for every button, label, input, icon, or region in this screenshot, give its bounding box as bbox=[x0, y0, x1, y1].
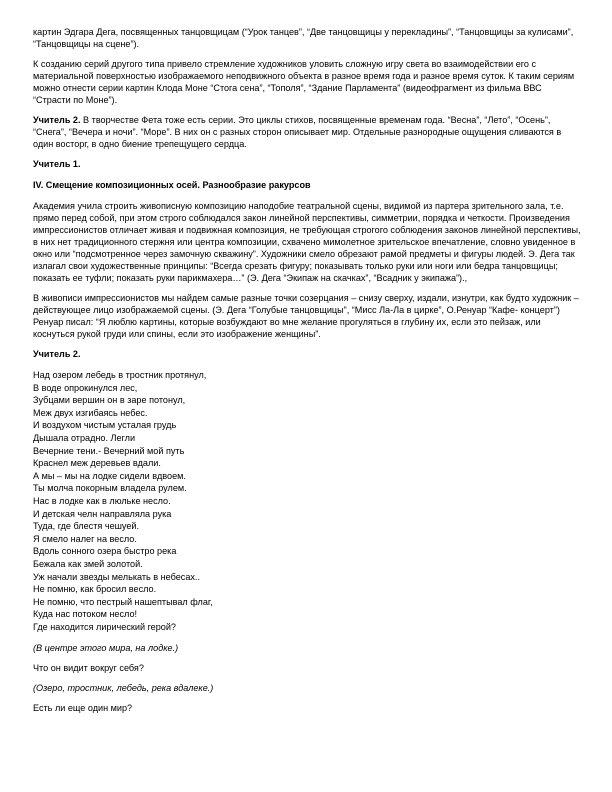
poem-line: Зубцами вершин он в заре потонул, bbox=[33, 395, 186, 406]
question-3: Есть ли еще один мир? bbox=[33, 703, 133, 714]
paragraph-viewpoints: В живописи импрессионистов мы найдем самые разные точки созерцания – снизу сверху, издали, изнутри, как будто художник – действующее лицо изображаемой сцены. (Э. Дега “Голубые танцовщицы”, “Мисс Ла-Ла в цирке”, О.Ренуар “Кафе- концерт”) Ренуар писал: “Я люблю картины, которые возбуждают во мне желание прогуляться в глубину их, если это пейзаж, или коснуться рукой груди или спины, если это изображение женщины”. bbox=[33, 293, 579, 339]
speaker-teacher-2: Учитель 2. bbox=[33, 349, 81, 359]
poem-line: И воздухом чистым усталая грудь bbox=[33, 420, 177, 431]
paragraph-fet-series bbox=[33, 114, 581, 150]
poem-line: Краснел меж деревьев вдали. bbox=[33, 458, 161, 469]
document-page bbox=[33, 26, 581, 722]
poem-line: Бежала как змей золотой. bbox=[33, 558, 143, 569]
paragraph-academy-composition: Академия учила строить живописную композицию наподобие театральной сцены, видимой из партера зрительного зала, т.е. прямо перед собой, при этом строго соблюдался закон линейной перспективы, симметрии, порядка и четкости. Произведения импрессионистов отличает живая и подвижная композиция, не требующая строгого соблюдения законов линейной перспективы, в них нет традиционного стержня или центра композиции, схвачено мимолетное зрительское впечатление, словно увиденное в окно или “подсмотренное через замочную скважину”. Художники смело обрезают рамой предметы и фигуры людей. Э. Дега так излагал свои художественные принципы: “Всегда срезать фигуру; показывать только руки или ноги или бедра танцовщицы; показать ее туфли; показать руки парикмахера…” (Э. Дега “Экипаж на скачках”, “Всадник у экипажа”)., bbox=[33, 201, 581, 283]
poem-line: Дышала отрадно. Легли bbox=[33, 432, 136, 443]
answer-1: (В центре этого мира, на лодке.) bbox=[33, 643, 179, 654]
section-heading: IV. Смещение композиционных осей. Разнообразие ракурсов bbox=[33, 180, 311, 190]
paragraph-monet-series: К созданию серий другого типа привело стремление художников уловить сложную игру света во взаимодействии его с материальной поверхностью изображаемого неподвижного объекта в разное время года и разное время суток. К таким сериям можно отнести серии картин Клода Моне “Стога сена”, “Тополя”, “Здание Парламента” (видеофрагмент из фильма ВВС “Страсти по Моне”). bbox=[33, 59, 575, 105]
poem-line: Туда, где блестя чешуей. bbox=[33, 521, 140, 532]
poem-line: Не помню, как бросил весло. bbox=[33, 584, 157, 595]
paragraph-degas-series: картин Эдгара Дега, посвященных танцовщицам (“Урок танцев”, “Две танцовщицы у перекладины”, “Танцовщицы за кулисами”, “Танцовщицы на сцене”). bbox=[33, 27, 574, 49]
speaker-label: Учитель 2. bbox=[33, 115, 81, 125]
poem-line: Куда нас потоком несло! bbox=[33, 609, 138, 620]
poem-line: Ты молча покорным владела рулем. bbox=[33, 483, 187, 494]
poem-line: Уж начали звезды мелькать в небесах.. bbox=[33, 571, 200, 582]
poem-line: Над озером лебедь в тростник протянул, bbox=[33, 370, 207, 380]
poem-line: Вечерние тени.- Вечерний мой путь bbox=[33, 445, 185, 456]
poem bbox=[33, 369, 581, 633]
speaker-teacher-1: Учитель 1. bbox=[33, 159, 81, 169]
poem-line: Не помню, что пестрый нашептывал флаг, bbox=[33, 596, 213, 607]
poem-line: И детская челн направляла рука bbox=[33, 508, 172, 519]
poem-line: В воде опрокинулся лес, bbox=[33, 382, 138, 393]
poem-line: Меж двух изгибаясь небес. bbox=[33, 407, 148, 418]
poem-line: Я смело налег на весло. bbox=[33, 533, 137, 544]
poem-line: А мы – мы на лодке сидели вдвоем. bbox=[33, 470, 186, 481]
question-2: Что он видит вокруг себя? bbox=[33, 663, 144, 674]
poem-line: Вдоль сонного озера быстро река bbox=[33, 546, 177, 557]
answer-2: (Озеро, тростник, лебедь, река вдалеке.) bbox=[33, 683, 214, 694]
paragraph-text: В творчестве Фета тоже есть серии. Это циклы стихов, посвященные временам года. “Весна”, “Лето”, “Осень”, “Снега”, “Вечера и ночи”. “Море”. В них он с разных сторон описывает мир. Отдельные разнородные ощущения сливаются в один восторг, в одно биение трепещущего сердца. bbox=[33, 115, 562, 149]
poem-question: Где находится лирический герой? bbox=[33, 621, 176, 632]
poem-line: Нас в лодке как в люльке несло. bbox=[33, 495, 171, 506]
